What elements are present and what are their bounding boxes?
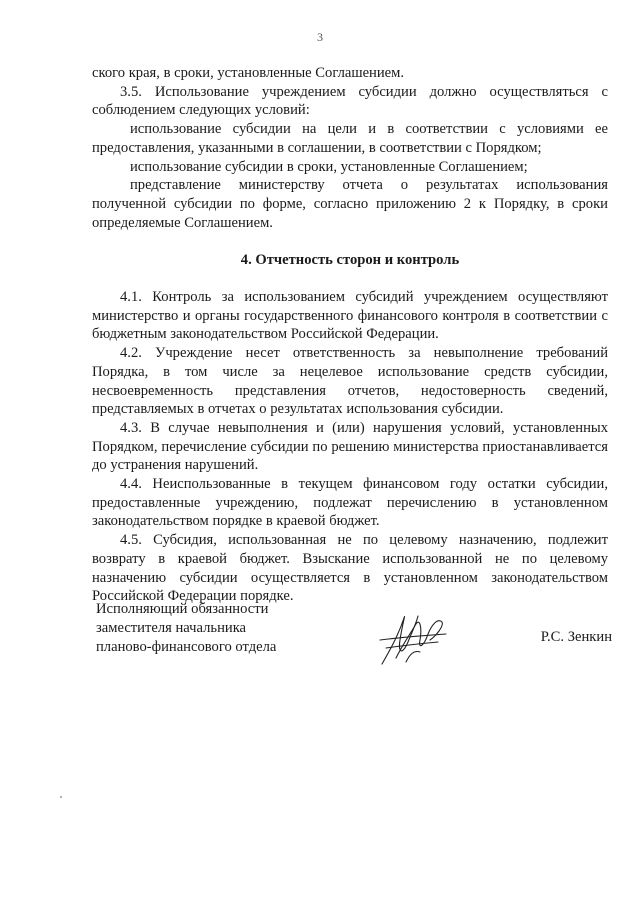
condition-item-2: использование субсидии в сроки, установленные Соглашением; xyxy=(130,158,528,175)
signatory-position xyxy=(96,600,276,657)
signature-block xyxy=(96,600,616,680)
paragraph-4-1: 4.1. Контроль за использованием субсидий учреждением осуществляют министерство и органы государственного финансового контроля в соответствии с бюджетным законодательством Российской Федерации. xyxy=(92,289,608,343)
paragraph-4-5: 4.5. Субсидия, использованная не по целевому назначению, подлежит возврату в краевой бюджет. Взыскание использованной не по целевому назначению субсидии осуществляется в установленном законодательством Российской Федерации порядке. xyxy=(92,532,608,605)
paragraph-4-2: 4.2. Учреждение несет ответственность за невыполнение требований Порядка, в том числе за нецелевое использование средств субсидии, несвоевременность представления отчетов, недостоверность сведений, представляемых в отчетах о результатах использования субсидии. xyxy=(92,345,608,418)
handwritten-signature-icon xyxy=(376,606,456,668)
paragraph-4-3: 4.3. В случае невыполнения и (или) нарушения условий, установленных Порядком, перечисление субсидии по решению министерства приостанавливается до устранения нарушений. xyxy=(92,419,608,474)
position-line: Исполняющий обязанности xyxy=(96,601,269,617)
paragraph-continuation: ского края, в сроки, установленные Соглашением. xyxy=(92,65,405,81)
section-heading: 4. Отчетность сторон и контроль xyxy=(240,252,460,269)
paragraph-3-5: 3.5. Использование учреждением субсидии должно осуществляться с соблюдением следующих условий: xyxy=(92,83,608,119)
signatory-name: Р.С. Зенкин xyxy=(540,629,612,645)
document-body xyxy=(92,64,608,606)
paragraph-4-4: 4.4. Неиспользованные в текущем финансовом году остатки субсидии, предоставленные учреждению, подлежат перечислению в установленном законодательством порядке в краевой бюджет. xyxy=(92,476,608,530)
condition-item-3: представление министерству отчета о результатах использования полученной субсидии по форме, согласно приложению 2 к Порядку, в сроки определяемые Соглашением. xyxy=(92,177,608,231)
condition-item-1: использование субсидии на цели и в соответствии с условиями ее предоставления, указанными в соглашении, в соответствии с Порядком; xyxy=(92,121,608,156)
page-number: 3 xyxy=(317,30,323,44)
position-line: планово-финансового отдела xyxy=(96,639,277,655)
position-line: заместителя начальника xyxy=(96,620,247,636)
scan-speck xyxy=(60,796,62,798)
